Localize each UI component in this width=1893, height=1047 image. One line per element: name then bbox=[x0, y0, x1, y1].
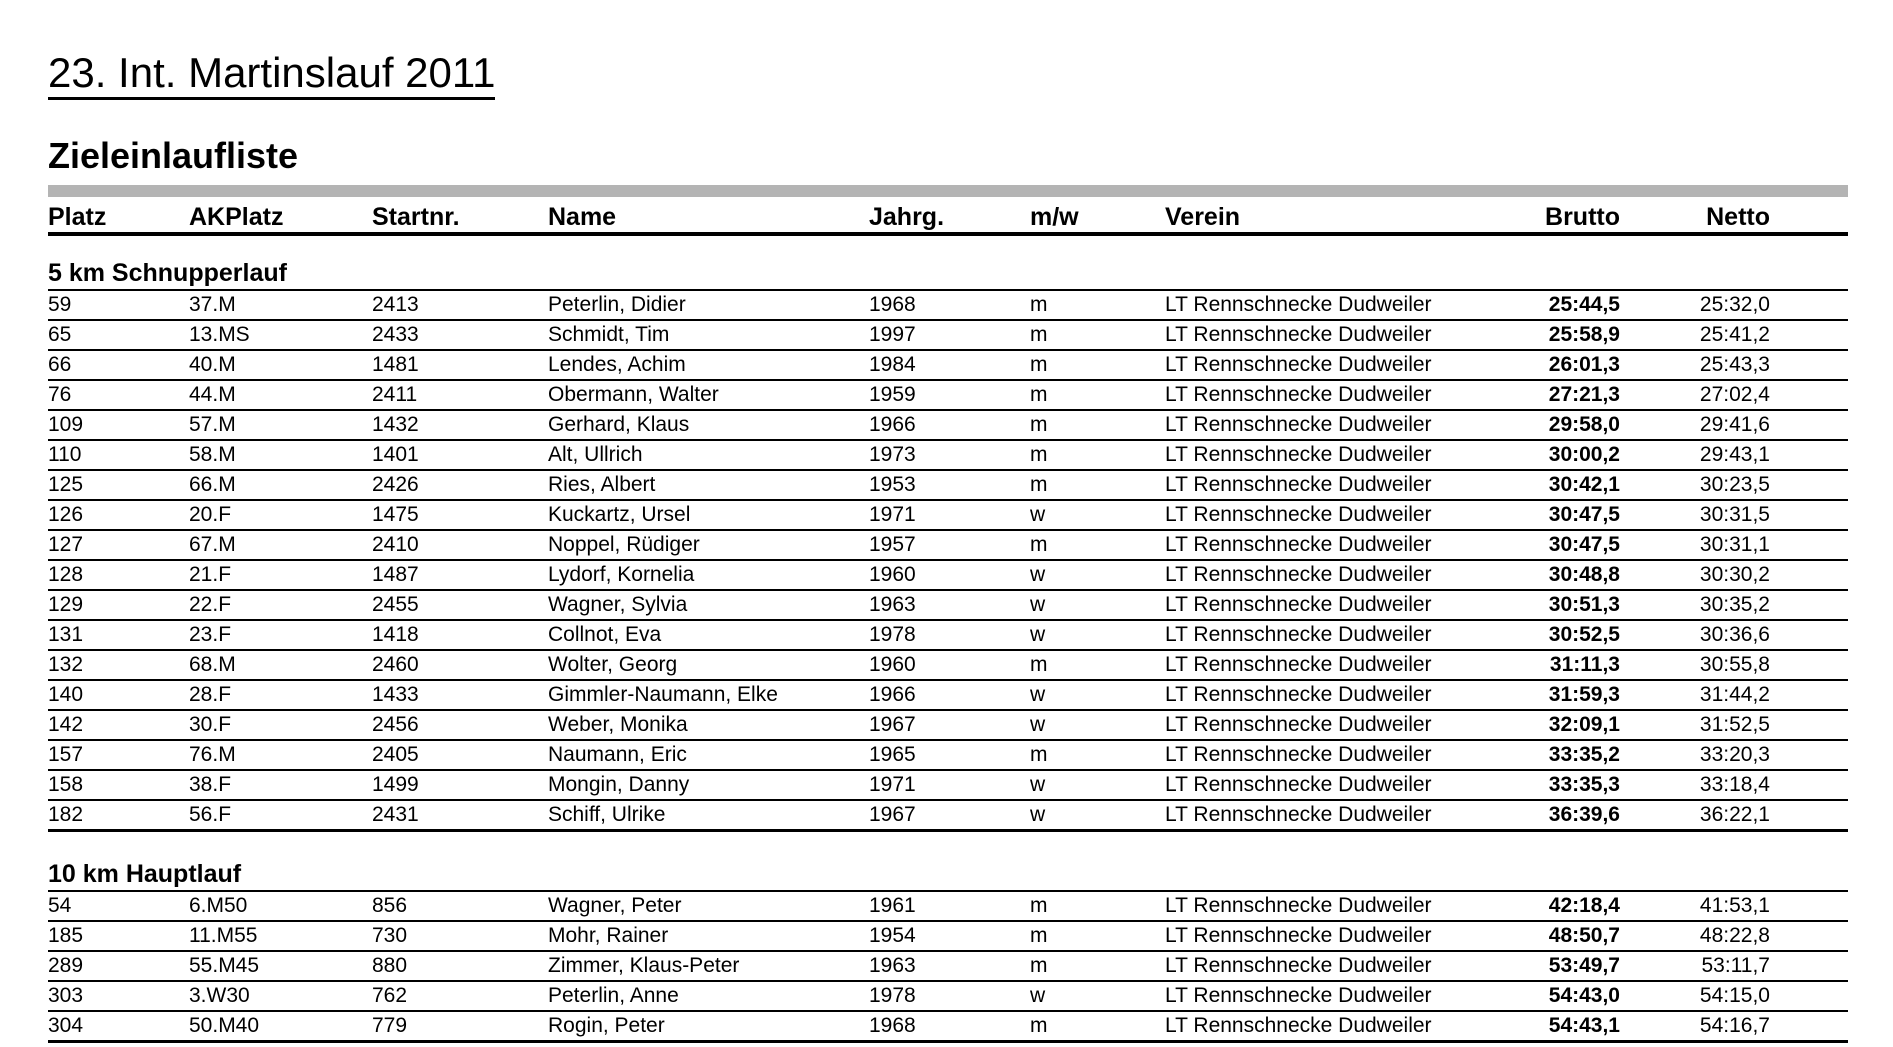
cell-netto: 30:23,5 bbox=[1699, 473, 1770, 497]
cell-netto: 30:31,5 bbox=[1699, 503, 1770, 527]
cell-brutto: 30:52,5 bbox=[1548, 623, 1620, 647]
cell-netto: 25:41,2 bbox=[1699, 323, 1770, 347]
cell-name: Lydorf, Kornelia bbox=[548, 563, 695, 587]
cell-verein: LT Rennschnecke Dudweiler bbox=[1165, 713, 1432, 737]
cell-startnr: 2411 bbox=[372, 383, 418, 407]
cell-jahrg: 1953 bbox=[869, 473, 916, 497]
cell-startnr: 2460 bbox=[372, 653, 419, 677]
cell-mw: m bbox=[1030, 533, 1048, 557]
results-table bbox=[48, 202, 1848, 1043]
cell-mw: m bbox=[1030, 293, 1048, 317]
cell-netto: 41:53,1 bbox=[1699, 894, 1770, 918]
cell-netto: 30:36,6 bbox=[1699, 623, 1770, 647]
cell-brutto: 26:01,3 bbox=[1548, 353, 1620, 377]
table-row bbox=[48, 679, 1848, 709]
cell-platz: 66 bbox=[48, 353, 72, 377]
cell-startnr: 880 bbox=[372, 954, 408, 978]
cell-akplatz: 22.F bbox=[189, 593, 232, 617]
cell-brutto: 53:49,7 bbox=[1548, 954, 1620, 978]
cell-mw: m bbox=[1030, 924, 1048, 948]
cell-brutto: 48:50,7 bbox=[1548, 924, 1620, 948]
table-row bbox=[48, 920, 1848, 950]
cell-startnr: 1432 bbox=[372, 413, 419, 437]
cell-platz: 65 bbox=[48, 323, 72, 347]
cell-brutto: 31:11,3 bbox=[1549, 653, 1620, 677]
cell-startnr: 2433 bbox=[372, 323, 419, 347]
cell-jahrg: 1978 bbox=[869, 623, 916, 647]
cell-mw: m bbox=[1030, 383, 1048, 407]
cell-brutto: 30:51,3 bbox=[1548, 593, 1620, 617]
cell-netto: 31:52,5 bbox=[1699, 713, 1770, 737]
table-row bbox=[48, 499, 1848, 529]
page-subtitle: Zieleinlaufliste bbox=[48, 135, 299, 177]
cell-name: Peterlin, Anne bbox=[548, 984, 679, 1008]
cell-akplatz: 38.F bbox=[189, 773, 232, 797]
cell-name: Gerhard, Klaus bbox=[548, 413, 690, 437]
cell-akplatz: 57.M bbox=[189, 413, 236, 437]
cell-mw: w bbox=[1030, 503, 1046, 527]
cell-akplatz: 55.M45 bbox=[189, 954, 260, 978]
cell-jahrg: 1984 bbox=[869, 353, 916, 377]
cell-brutto: 36:39,6 bbox=[1548, 803, 1620, 827]
cell-akplatz: 13.MS bbox=[189, 323, 250, 347]
cell-platz: 303 bbox=[48, 984, 84, 1008]
table-row bbox=[48, 349, 1848, 379]
section-rows bbox=[48, 890, 1848, 1043]
cell-platz: 304 bbox=[48, 1014, 84, 1038]
cell-akplatz: 76.M bbox=[189, 743, 236, 767]
cell-startnr: 2405 bbox=[372, 743, 419, 767]
cell-verein: LT Rennschnecke Dudweiler bbox=[1165, 683, 1432, 707]
table-row bbox=[48, 529, 1848, 559]
cell-brutto: 32:09,1 bbox=[1548, 713, 1620, 737]
table-row bbox=[48, 439, 1848, 469]
cell-brutto: 33:35,2 bbox=[1548, 743, 1620, 767]
table-row bbox=[48, 1010, 1848, 1040]
cell-jahrg: 1971 bbox=[869, 503, 916, 527]
cell-verein: LT Rennschnecke Dudweiler bbox=[1165, 803, 1432, 827]
cell-mw: m bbox=[1030, 1014, 1048, 1038]
cell-platz: 140 bbox=[48, 683, 84, 707]
cell-akplatz: 37.M bbox=[189, 293, 236, 317]
cell-verein: LT Rennschnecke Dudweiler bbox=[1165, 533, 1432, 557]
cell-akplatz: 3.W30 bbox=[189, 984, 250, 1008]
cell-verein: LT Rennschnecke Dudweiler bbox=[1165, 924, 1432, 948]
cell-name: Lendes, Achim bbox=[548, 353, 686, 377]
cell-name: Kuckartz, Ursel bbox=[548, 503, 691, 527]
table-row bbox=[48, 709, 1848, 739]
cell-name: Obermann, Walter bbox=[548, 383, 719, 407]
divider-bar bbox=[48, 185, 1848, 197]
cell-platz: 142 bbox=[48, 713, 84, 737]
cell-mw: m bbox=[1030, 443, 1048, 467]
cell-netto: 54:15,0 bbox=[1699, 984, 1770, 1008]
cell-verein: LT Rennschnecke Dudweiler bbox=[1165, 443, 1432, 467]
cell-startnr: 730 bbox=[372, 924, 408, 948]
cell-name: Wagner, Sylvia bbox=[548, 593, 688, 617]
cell-name: Ries, Albert bbox=[548, 473, 656, 497]
cell-platz: 128 bbox=[48, 563, 84, 587]
column-header-jahrg: Jahrg. bbox=[869, 202, 945, 231]
cell-startnr: 1418 bbox=[372, 623, 419, 647]
cell-verein: LT Rennschnecke Dudweiler bbox=[1165, 773, 1432, 797]
cell-name: Weber, Monika bbox=[548, 713, 688, 737]
cell-akplatz: 50.M40 bbox=[189, 1014, 260, 1038]
cell-akplatz: 23.F bbox=[189, 623, 232, 647]
cell-jahrg: 1957 bbox=[869, 533, 916, 557]
table-row bbox=[48, 559, 1848, 589]
cell-mw: m bbox=[1030, 653, 1048, 677]
cell-netto: 31:44,2 bbox=[1699, 683, 1770, 707]
cell-netto: 25:32,0 bbox=[1699, 293, 1770, 317]
cell-brutto: 33:35,3 bbox=[1548, 773, 1620, 797]
cell-name: Gimmler-Naumann, Elke bbox=[548, 683, 778, 707]
race-section bbox=[48, 257, 1848, 832]
column-header-platz: Platz bbox=[48, 202, 107, 231]
cell-startnr: 762 bbox=[372, 984, 408, 1008]
cell-platz: 157 bbox=[48, 743, 84, 767]
cell-name: Mohr, Rainer bbox=[548, 924, 669, 948]
cell-mw: w bbox=[1030, 713, 1046, 737]
cell-netto: 30:35,2 bbox=[1699, 593, 1770, 617]
cell-platz: 182 bbox=[48, 803, 84, 827]
cell-netto: 36:22,1 bbox=[1699, 803, 1770, 827]
table-row bbox=[48, 469, 1848, 499]
cell-netto: 53:11,7 bbox=[1701, 954, 1770, 978]
cell-mw: w bbox=[1030, 593, 1046, 617]
cell-akplatz: 21.F bbox=[189, 563, 232, 587]
table-row bbox=[48, 589, 1848, 619]
table-row bbox=[48, 649, 1848, 679]
cell-jahrg: 1967 bbox=[869, 803, 916, 827]
section-rows bbox=[48, 289, 1848, 832]
cell-startnr: 1499 bbox=[372, 773, 419, 797]
cell-startnr: 2426 bbox=[372, 473, 419, 497]
cell-jahrg: 1954 bbox=[869, 924, 916, 948]
cell-name: Naumann, Eric bbox=[548, 743, 687, 767]
cell-netto: 33:20,3 bbox=[1699, 743, 1770, 767]
cell-name: Rogin, Peter bbox=[548, 1014, 665, 1038]
cell-name: Zimmer, Klaus-Peter bbox=[548, 954, 740, 978]
cell-startnr: 1487 bbox=[372, 563, 419, 587]
cell-brutto: 29:58,0 bbox=[1548, 413, 1620, 437]
cell-akplatz: 28.F bbox=[189, 683, 232, 707]
cell-startnr: 2456 bbox=[372, 713, 419, 737]
column-header-verein: Verein bbox=[1165, 202, 1241, 231]
cell-brutto: 27:21,3 bbox=[1548, 383, 1620, 407]
cell-brutto: 54:43,1 bbox=[1548, 1014, 1620, 1038]
cell-jahrg: 1966 bbox=[869, 683, 916, 707]
cell-startnr: 1433 bbox=[372, 683, 419, 707]
cell-startnr: 856 bbox=[372, 894, 408, 918]
cell-verein: LT Rennschnecke Dudweiler bbox=[1165, 984, 1432, 1008]
cell-netto: 30:30,2 bbox=[1699, 563, 1770, 587]
cell-startnr: 2413 bbox=[372, 293, 419, 317]
cell-platz: 289 bbox=[48, 954, 84, 978]
cell-verein: LT Rennschnecke Dudweiler bbox=[1165, 563, 1432, 587]
cell-platz: 127 bbox=[48, 533, 84, 557]
table-row bbox=[48, 950, 1848, 980]
cell-startnr: 779 bbox=[372, 1014, 408, 1038]
cell-platz: 125 bbox=[48, 473, 84, 497]
cell-name: Mongin, Danny bbox=[548, 773, 690, 797]
cell-mw: w bbox=[1030, 803, 1046, 827]
cell-platz: 110 bbox=[48, 443, 82, 467]
cell-platz: 132 bbox=[48, 653, 84, 677]
column-header-mw: m/w bbox=[1030, 202, 1079, 231]
cell-mw: w bbox=[1030, 623, 1046, 647]
table-row bbox=[48, 319, 1848, 349]
cell-brutto: 54:43,0 bbox=[1548, 984, 1620, 1008]
cell-netto: 25:43,3 bbox=[1699, 353, 1770, 377]
cell-jahrg: 1961 bbox=[869, 894, 916, 918]
cell-brutto: 42:18,4 bbox=[1548, 894, 1620, 918]
cell-startnr: 2455 bbox=[372, 593, 419, 617]
cell-platz: 126 bbox=[48, 503, 84, 527]
cell-netto: 29:41,6 bbox=[1699, 413, 1770, 437]
cell-platz: 129 bbox=[48, 593, 84, 617]
cell-akplatz: 11.M55 bbox=[189, 924, 258, 948]
cell-mw: m bbox=[1030, 894, 1048, 918]
table-header-row bbox=[48, 202, 1848, 236]
table-row bbox=[48, 619, 1848, 649]
cell-brutto: 31:59,3 bbox=[1548, 683, 1620, 707]
cell-mw: w bbox=[1030, 563, 1046, 587]
cell-brutto: 30:47,5 bbox=[1548, 503, 1620, 527]
cell-mw: w bbox=[1030, 683, 1046, 707]
cell-brutto: 25:58,9 bbox=[1548, 323, 1620, 347]
cell-startnr: 1401 bbox=[372, 443, 419, 467]
cell-brutto: 30:48,8 bbox=[1548, 563, 1620, 587]
cell-jahrg: 1960 bbox=[869, 653, 916, 677]
cell-akplatz: 56.F bbox=[189, 803, 232, 827]
cell-akplatz: 30.F bbox=[189, 713, 232, 737]
cell-verein: LT Rennschnecke Dudweiler bbox=[1165, 954, 1432, 978]
cell-platz: 158 bbox=[48, 773, 84, 797]
race-section bbox=[48, 858, 1848, 1043]
cell-name: Noppel, Rüdiger bbox=[548, 533, 700, 557]
cell-mw: w bbox=[1030, 984, 1046, 1008]
cell-platz: 109 bbox=[48, 413, 84, 437]
cell-mw: m bbox=[1030, 413, 1048, 437]
cell-jahrg: 1967 bbox=[869, 713, 916, 737]
cell-name: Collnot, Eva bbox=[548, 623, 662, 647]
cell-name: Alt, Ullrich bbox=[548, 443, 643, 467]
table-row bbox=[48, 379, 1848, 409]
table-row bbox=[48, 409, 1848, 439]
table-row bbox=[48, 739, 1848, 769]
cell-verein: LT Rennschnecke Dudweiler bbox=[1165, 293, 1432, 317]
cell-verein: LT Rennschnecke Dudweiler bbox=[1165, 473, 1432, 497]
cell-netto: 29:43,1 bbox=[1699, 443, 1770, 467]
cell-name: Schiff, Ulrike bbox=[548, 803, 666, 827]
cell-verein: LT Rennschnecke Dudweiler bbox=[1165, 623, 1432, 647]
cell-jahrg: 1978 bbox=[869, 984, 916, 1008]
cell-verein: LT Rennschnecke Dudweiler bbox=[1165, 413, 1432, 437]
cell-mw: w bbox=[1030, 773, 1046, 797]
cell-akplatz: 66.M bbox=[189, 473, 236, 497]
cell-startnr: 1481 bbox=[372, 353, 419, 377]
cell-brutto: 30:42,1 bbox=[1548, 473, 1620, 497]
cell-verein: LT Rennschnecke Dudweiler bbox=[1165, 323, 1432, 347]
cell-platz: 59 bbox=[48, 293, 72, 317]
cell-brutto: 30:00,2 bbox=[1548, 443, 1620, 467]
cell-akplatz: 68.M bbox=[189, 653, 236, 677]
table-row bbox=[48, 769, 1848, 799]
cell-jahrg: 1963 bbox=[869, 954, 916, 978]
cell-netto: 27:02,4 bbox=[1699, 383, 1770, 407]
column-header-brutto: Brutto bbox=[1545, 202, 1620, 231]
cell-jahrg: 1968 bbox=[869, 293, 916, 317]
cell-startnr: 2410 bbox=[372, 533, 419, 557]
cell-platz: 76 bbox=[48, 383, 72, 407]
table-row bbox=[48, 980, 1848, 1010]
cell-mw: m bbox=[1030, 743, 1048, 767]
cell-netto: 48:22,8 bbox=[1699, 924, 1770, 948]
cell-jahrg: 1968 bbox=[869, 1014, 916, 1038]
cell-netto: 54:16,7 bbox=[1699, 1014, 1770, 1038]
cell-akplatz: 6.M50 bbox=[189, 894, 248, 918]
table-row bbox=[48, 799, 1848, 829]
cell-verein: LT Rennschnecke Dudweiler bbox=[1165, 593, 1432, 617]
cell-jahrg: 1959 bbox=[869, 383, 916, 407]
column-header-name: Name bbox=[548, 202, 617, 231]
cell-netto: 30:31,1 bbox=[1699, 533, 1770, 557]
cell-jahrg: 1963 bbox=[869, 593, 916, 617]
column-header-startnr: Startnr. bbox=[372, 202, 460, 231]
cell-jahrg: 1997 bbox=[869, 323, 916, 347]
cell-name: Wolter, Georg bbox=[548, 653, 678, 677]
column-header-akplatz: AKPlatz bbox=[189, 202, 284, 231]
cell-verein: LT Rennschnecke Dudweiler bbox=[1165, 383, 1432, 407]
cell-name: Peterlin, Didier bbox=[548, 293, 686, 317]
cell-akplatz: 58.M bbox=[189, 443, 236, 467]
table-row bbox=[48, 289, 1848, 319]
section-heading: 5 km Schnupperlauf bbox=[48, 258, 287, 287]
cell-brutto: 25:44,5 bbox=[1548, 293, 1620, 317]
cell-akplatz: 40.M bbox=[189, 353, 236, 377]
cell-verein: LT Rennschnecke Dudweiler bbox=[1165, 653, 1432, 677]
page-title: 23. Int. Martinslauf 2011 bbox=[48, 50, 495, 100]
cell-akplatz: 67.M bbox=[189, 533, 236, 557]
cell-startnr: 2431 bbox=[372, 803, 419, 827]
cell-akplatz: 44.M bbox=[189, 383, 236, 407]
cell-name: Schmidt, Tim bbox=[548, 323, 670, 347]
cell-mw: m bbox=[1030, 353, 1048, 377]
cell-netto: 33:18,4 bbox=[1699, 773, 1770, 797]
cell-startnr: 1475 bbox=[372, 503, 419, 527]
cell-verein: LT Rennschnecke Dudweiler bbox=[1165, 894, 1432, 918]
cell-verein: LT Rennschnecke Dudweiler bbox=[1165, 353, 1432, 377]
cell-netto: 30:55,8 bbox=[1699, 653, 1770, 677]
cell-mw: m bbox=[1030, 323, 1048, 347]
cell-platz: 131 bbox=[48, 623, 84, 647]
table-row bbox=[48, 890, 1848, 920]
cell-verein: LT Rennschnecke Dudweiler bbox=[1165, 1014, 1432, 1038]
cell-platz: 185 bbox=[48, 924, 84, 948]
cell-jahrg: 1973 bbox=[869, 443, 916, 467]
section-heading: 10 km Hauptlauf bbox=[48, 859, 242, 888]
cell-brutto: 30:47,5 bbox=[1548, 533, 1620, 557]
cell-mw: m bbox=[1030, 954, 1048, 978]
cell-akplatz: 20.F bbox=[189, 503, 232, 527]
column-header-netto: Netto bbox=[1706, 202, 1770, 231]
cell-jahrg: 1966 bbox=[869, 413, 916, 437]
cell-verein: LT Rennschnecke Dudweiler bbox=[1165, 503, 1432, 527]
cell-jahrg: 1965 bbox=[869, 743, 916, 767]
cell-mw: m bbox=[1030, 473, 1048, 497]
cell-jahrg: 1960 bbox=[869, 563, 916, 587]
cell-jahrg: 1971 bbox=[869, 773, 916, 797]
cell-name: Wagner, Peter bbox=[548, 894, 682, 918]
cell-verein: LT Rennschnecke Dudweiler bbox=[1165, 743, 1432, 767]
cell-platz: 54 bbox=[48, 894, 72, 918]
